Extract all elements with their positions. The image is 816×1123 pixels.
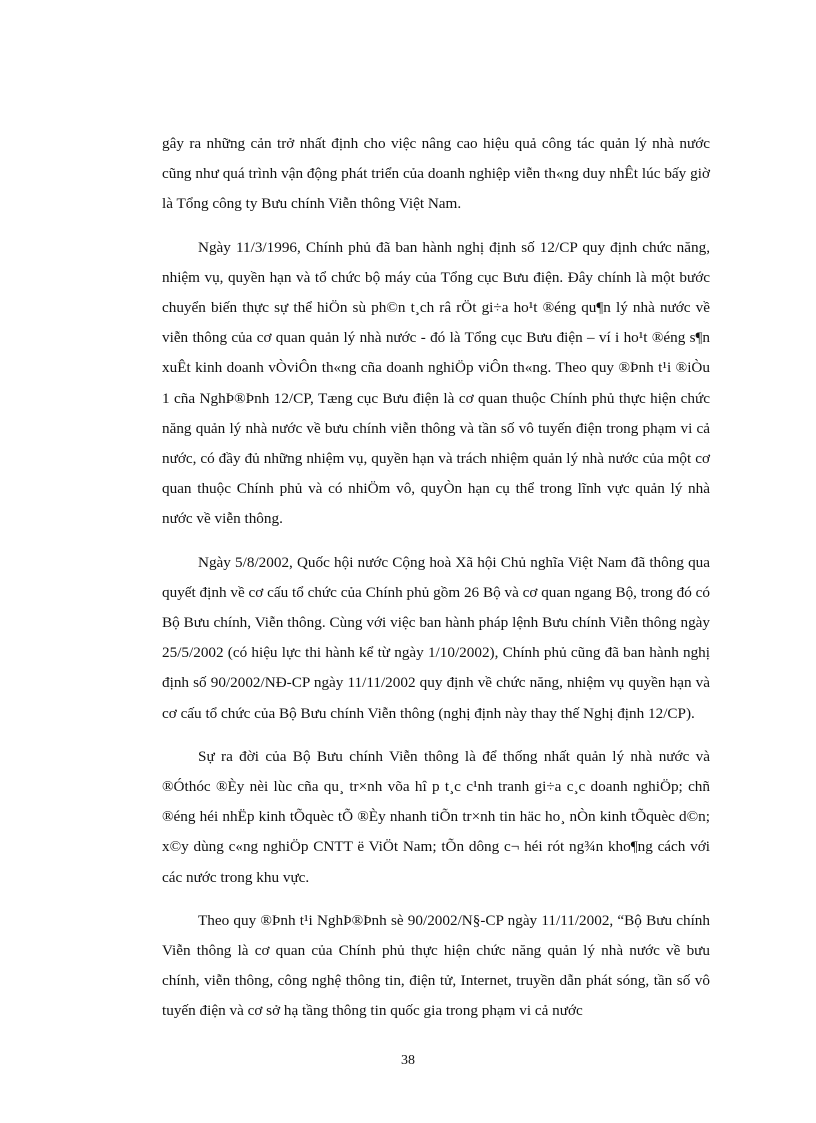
paragraph-1: gây ra những cản trở nhất định cho việc nâng cao hiệu quả công tác quản lý nhà nước cũng như quá trình vận động phát triển của doanh nghiệp viễn th«ng duy nhÊt lúc bấy giờ là Tổng công ty Bưu chính Viễn thông Việt Nam. bbox=[162, 135, 710, 213]
paragraph-5: Theo quy ®Þnh t¹i NghÞ®Þnh sè 90/2002/N§-CP ngày 11/11/2002, “Bộ Bưu chính Viễn thông là cơ quan của Chính phủ thực hiện chức năng quản lý nhà nước về bưu chính, viễn thông, công nghệ thông tin, điện tử, Internet, truyền dẫn phát sóng, tần số vô tuyến điện và cơ sở hạ tầng thông tin quốc gia trong phạm vi cả nước bbox=[162, 911, 710, 1020]
page-number: 38 bbox=[401, 1053, 415, 1068]
paragraph-4: Sự ra đời của Bộ Bưu chính Viễn thông là để thống nhất quản lý nhà nước và ®Óthóc ®Èy nèi lùc cña qu¸ tr×nh võa hî p t¸c c¹nh tranh gi÷a c¸c doanh nghiÖp; chñ ®éng héi nhËp kinh tÕquèc tÕ ®Èy nhanh tiÕn tr×nh tin häc ho¸ nÒn kinh tÕquèc d©n; x©y dùng c«ng nghiÖp CNTT ë ViÖt Nam; tÕn dông c¬ héi rót ng¾n kho¶ng cách với các nước trong khu vực. bbox=[162, 747, 710, 886]
paragraph-3: Ngày 5/8/2002, Quốc hội nước Cộng hoà Xã hội Chủ nghĩa Việt Nam đã thông qua quyết định về cơ cấu tổ chức của Chính phủ gồm 26 Bộ và cơ quan ngang Bộ, trong đó có Bộ Bưu chính, Viễn thông. Cùng với việc ban hành pháp lệnh Bưu chính Viễn thông ngày 25/5/2002 (có hiệu lực thi hành kể từ ngày 1/10/2002), Chính phủ cũng đã ban hành nghị định số 90/2002/NĐ-CP ngày 11/11/2002 quy định về chức năng, nhiệm vụ quyền hạn và cơ cấu tổ chức của Bộ Bưu chính Viễn thông (nghị định này thay thế Nghị định 12/CP). bbox=[162, 553, 710, 722]
paragraph-2: Ngày 11/3/1996, Chính phủ đã ban hành nghị định số 12/CP quy định chức năng, nhiệm vụ, quyền hạn và tổ chức bộ máy của Tổng cục Bưu điện. Đây chính là một bước chuyển biến thực sự thể hiÖn sù ph©n t¸ch râ rÖt gi÷a ho¹t ®éng qu¶n lý nhà nước về viễn thông của cơ quan quản lý nhà nước - đó là Tổng cục Bưu điện – ví i ho¹t ®éng s¶n xuÊt kinh doanh vÒviÔn th«ng cña doanh nghiÖp viÔn th«ng. Theo quy ®Þnh t¹i ®iÒu 1 cña NghÞ®Þnh 12/CP, Tæng cục Bưu điện là cơ quan thuộc Chính phủ thực hiện chức năng quản lý nhà nước về bưu chính viễn thông và tần số vô tuyến điện trong phạm vi cả nước, có đầy đủ những nhiệm vụ, quyền hạn và trách nhiệm quản lý nhà nước của một cơ quan thuộc Chính phủ và có nhiÖm vô, quyÒn hạn cụ thể trong lĩnh vực quản lý nhà nước về viễn thông. bbox=[162, 238, 710, 528]
page-body bbox=[162, 129, 710, 1040]
